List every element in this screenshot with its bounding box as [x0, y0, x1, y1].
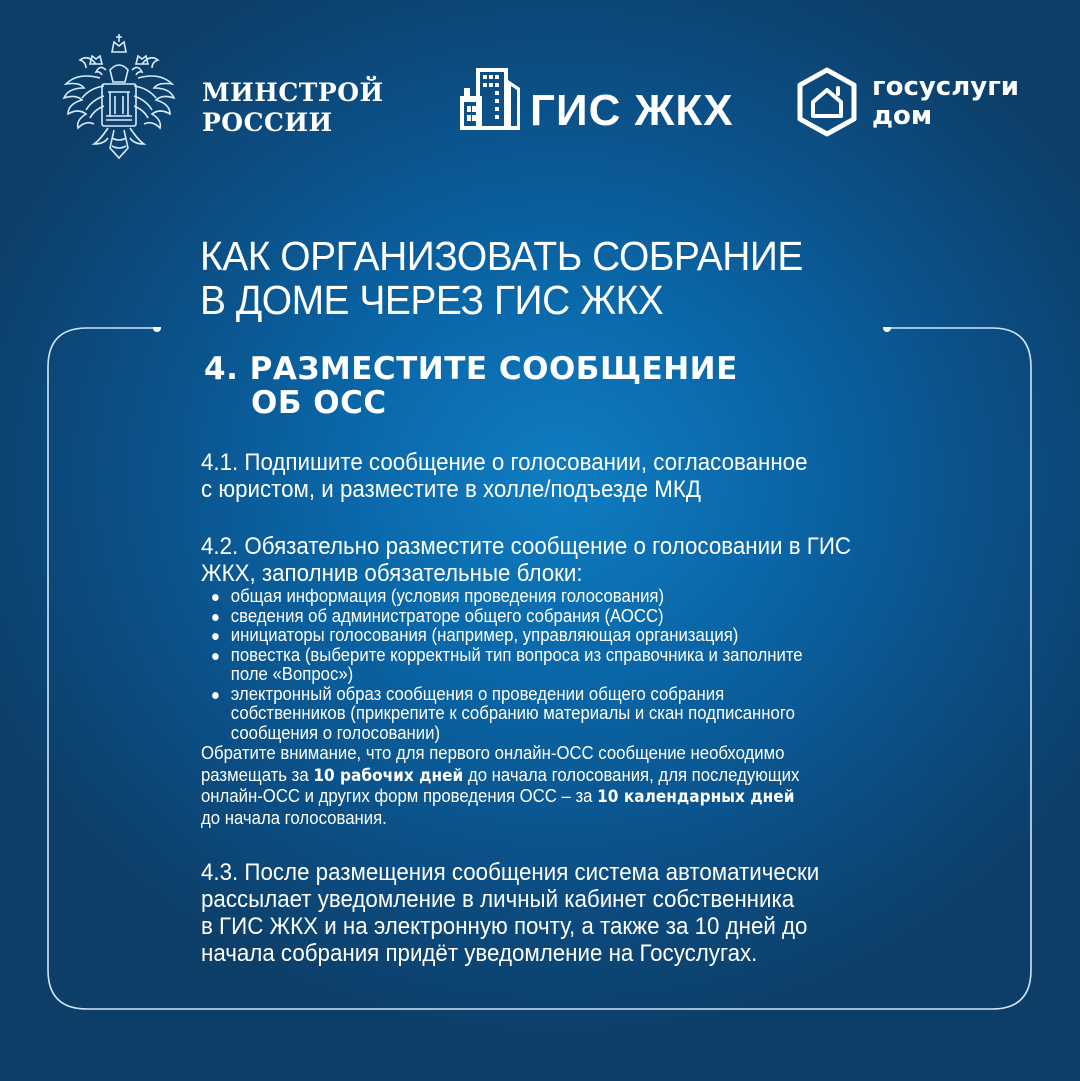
section-4-1-line2: с юристом, и разместите в холле/подъезде МКД — [201, 476, 702, 503]
step-title-line1: 4. РАЗМЕСТИТЕ СООБЩЕНИЕ — [204, 351, 738, 387]
required-blocks-list — [201, 587, 954, 743]
gis-logo-text: ГИС ЖКХ — [530, 86, 734, 135]
list-item: сведения об администраторе общего собрания (АОСС) — [201, 607, 954, 627]
section-4-2-line1: 4.2. Обязательно разместите сообщение о голосовании в ГИС — [201, 533, 852, 560]
bullet-icon — [212, 614, 219, 621]
bullet-icon — [212, 633, 219, 640]
page-title-line1: КАК ОРГАНИЗОВАТЬ СОБРАНИЕ — [200, 233, 803, 279]
page-title-line2: В ДОМЕ ЧЕРЕЗ ГИС ЖКХ — [200, 277, 664, 323]
ministry-logo-line2: РОССИИ — [202, 108, 333, 137]
section-4-2-line2: ЖКХ, заполнив обязательные блоки: — [201, 560, 583, 587]
coat-of-arms-icon — [60, 30, 178, 162]
ministry-logo-line1: МИНСТРОЙ — [202, 78, 384, 107]
list-item: инициаторы голосования (например, управляющая организация) — [201, 626, 954, 646]
list-item: электронный образ сообщения о проведении общего собрания собственников (прикрепите к собранию материалы и скан подписанного сообщения о голосовании) — [201, 685, 954, 744]
bullet-icon — [212, 653, 219, 660]
highlight-calendar-days: 10 календарных дней — [597, 787, 795, 806]
ministry-logo-text — [202, 78, 384, 138]
bullet-icon — [212, 594, 219, 601]
gis-zhkh-logo — [458, 66, 734, 135]
section-4-1 — [201, 449, 1011, 503]
list-item: повестка (выберите корректный тип вопроса из справочника и заполните поле «Вопрос») — [201, 646, 954, 685]
step-content — [201, 449, 1011, 967]
step-title-line2: ОБ ОСС — [251, 385, 387, 421]
section-4-2 — [201, 533, 1011, 829]
deadline-note: Обратите внимание, что для первого онлайн-ОСС сообщение необходимо размещать за 10 рабочих дней до начала голосования, для последующих онлайн-ОСС и других форм проведения ОСС – за 10 календарных дней до начала голосования. — [201, 743, 800, 828]
section-4-3: 4.3. После размещения сообщения система автоматически рассылает уведомление в личный кабинет собственника в ГИС ЖКХ и на электронную почту, а также за 10 дней до начала собрания придёт уведомление на Госуслугах. — [201, 859, 820, 967]
list-item: общая информация (условия проведения голосования) — [201, 587, 954, 607]
gosuslugi-dom-logo — [794, 66, 1019, 138]
highlight-working-days: 10 рабочих дней — [313, 765, 464, 785]
section-4-1-line1: 4.1. Подпишите сообщение о голосовании, согласованное — [201, 449, 808, 476]
page-title — [200, 234, 803, 322]
gosuslugi-logo-line1: госуслуги — [872, 72, 1020, 102]
gosuslugi-logo-line2: дом — [872, 101, 933, 131]
bullet-icon — [212, 692, 219, 699]
buildings-icon — [458, 66, 526, 130]
step-title — [204, 352, 738, 420]
house-hexagon-icon — [794, 66, 860, 138]
